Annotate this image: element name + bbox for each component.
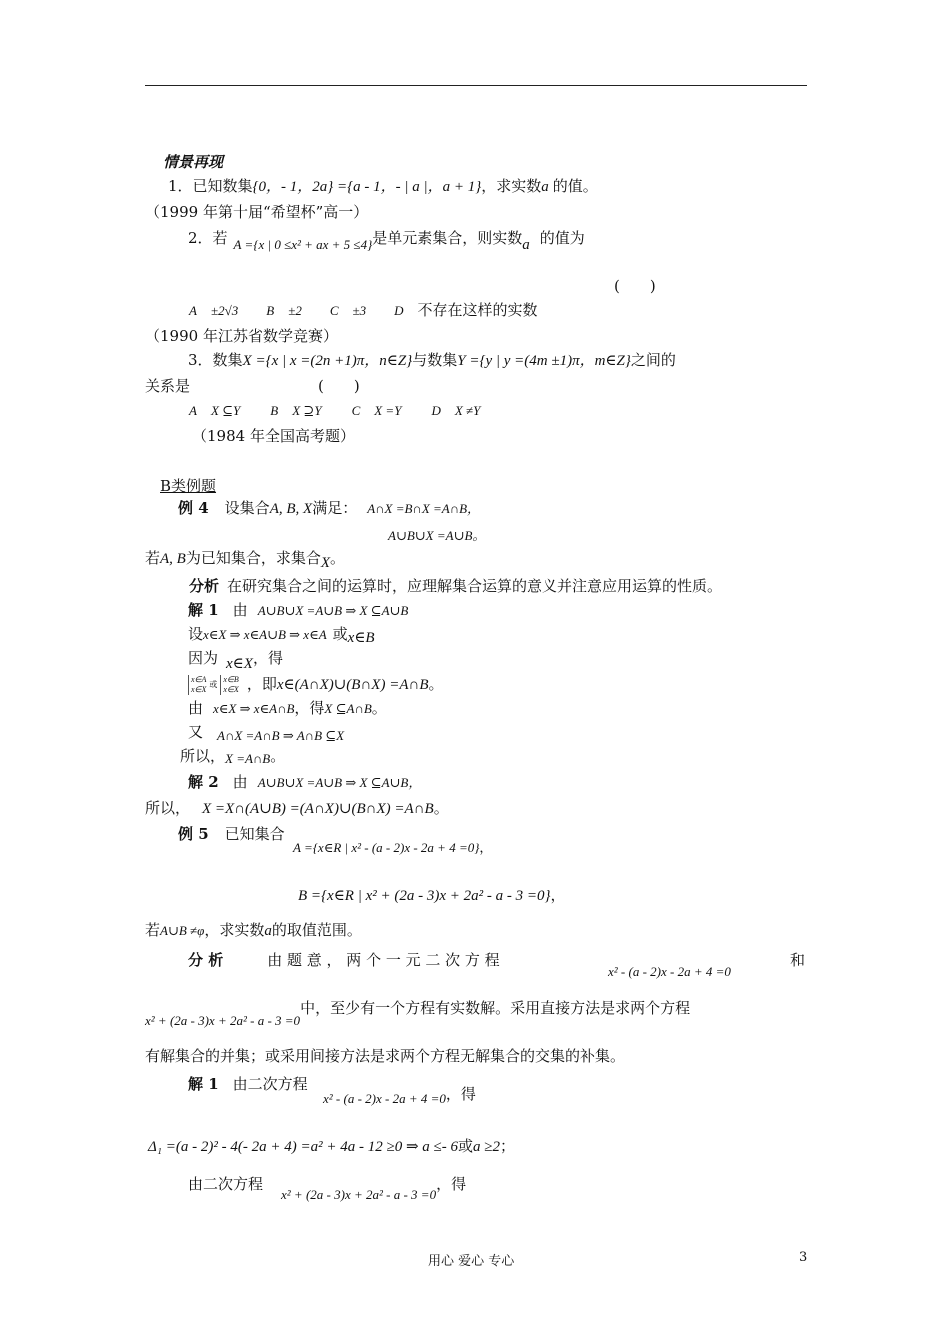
q2-opt-b: ±2 (288, 303, 302, 318)
q3-opt-a: X ⊆Y (210, 403, 241, 418)
q2-text-c: 的值为 (539, 229, 585, 247)
ex5-sol1-label: 解 1 (188, 1075, 219, 1093)
ex5-sol1-l2 (188, 1174, 467, 1202)
ex4-sol1-l3-text: 因为 (188, 649, 219, 667)
ex4-sol2-l2-math: X =X∩(A∪B) =(A∩X)∪(B∩X) =A∩B (202, 801, 434, 817)
ex5-analysis-and: 和 (790, 951, 806, 969)
q1-line (168, 176, 598, 197)
ex4-sol2-you: 由 (232, 773, 248, 791)
ex4-sol2-math: A∪B∪X =A∪B ⇒ X ⊆A∪B， (257, 775, 422, 790)
ex4-text-b: 满足： (312, 499, 358, 517)
ex4-sol1-l2-or: 或 (332, 625, 348, 643)
ex4-sol1-l5-math2: X ⊆A∩B (324, 701, 372, 716)
section-heading-b: B类例题 (160, 477, 217, 495)
ex5-set-b (298, 886, 566, 906)
q3-line (188, 350, 676, 371)
ex4-sol1-l3 (188, 648, 283, 672)
ex5-delta1-or: 或 (458, 1137, 474, 1155)
ex5-analysis-l3: 有解集合的并集；或采用间接方法是求两个方程无解集合的交集的补集。 (145, 1047, 626, 1065)
ex4-sol1-l2-text: 设 (188, 625, 204, 643)
ex4-case1-b: x∈X (191, 685, 207, 694)
q1-var: a (541, 179, 549, 195)
ex4-sol1-l2-end: x∈B (347, 630, 375, 646)
q2-opt-c-label: C (329, 303, 339, 318)
q1-text: 1．已知数集 (168, 177, 253, 195)
q3-text-d: 关系是 (145, 377, 191, 395)
q2-opt-d: 不存在这样的实数 (417, 301, 538, 319)
q2-text: 2．若 (188, 229, 228, 247)
q3-source: （1984 年全国高考题） (192, 427, 355, 445)
ex4-q-text-b: 为已知集合，求集合 (185, 549, 321, 567)
ex5-sol1-l1 (188, 1074, 308, 1094)
ex4-sol1-l7-math: X =A∩B (225, 751, 271, 766)
q3-options (189, 400, 480, 421)
ex5-analysis-l2 (145, 998, 691, 1028)
ex4-sol1-l2 (188, 624, 375, 645)
q2-var: a (522, 237, 530, 253)
ex4-q-end: 。 (330, 549, 346, 567)
ex5-set-a-math: A ={x∈R | x² - (a - 2)x - 2a + 4 =0} (293, 840, 480, 855)
ex4-sol1-math: A∪B∪X =A∪B ⇒ X ⊆A∪B (257, 603, 409, 618)
q3-math-y: Y ={y | y =(4m ±1)π，m∈Z} (457, 353, 631, 369)
ex4-sol1-l6-text: 又 (188, 723, 204, 741)
q2-source: （1990 年江苏省数学竞赛） (145, 327, 338, 345)
ex5-analysis-label: 分 析 (188, 951, 224, 969)
footer-motto: 用心 爱心 专心 (428, 1254, 515, 1269)
ex4-analysis-text: 在研究集合之间的运算时，应理解集合运算的意义并注意应用运算的性质。 (227, 577, 723, 595)
q3-opt-c: X =Y (374, 403, 402, 418)
ex5-set-b-end: ， (550, 888, 566, 904)
ex5-set-a-end: ， (479, 840, 493, 855)
q2-math: A ={x | 0 ≤x² + ax + 5 ≤4} (233, 237, 373, 252)
q2-opt-b-label: B (266, 303, 275, 318)
ex4-sol1-l5-end: 。 (371, 699, 387, 717)
q2-opt-a: ±2√3 (210, 303, 239, 318)
ex4-sol2-label: 解 2 (188, 773, 219, 791)
q3-text-c: 之间的 (630, 351, 676, 369)
ex5-q-text: 若 (145, 921, 161, 939)
ex4-sol1-l4-math: x∈(A∩X)∪(B∩X) =A∩B (276, 677, 429, 693)
ex5-sol1-text-d: ，得 (436, 1175, 467, 1193)
ex4-cond2: A∪B∪X =A∪B。 (388, 528, 486, 543)
ex4-sol1-l6 (188, 722, 344, 743)
ex4-sol1-case1 (188, 675, 206, 695)
q2-opt-d-label: D (394, 303, 404, 318)
q2-opt-a-label: A (189, 303, 197, 318)
ex4-sol1-l4-end: 。 (428, 675, 444, 693)
q2-line (188, 228, 585, 253)
q3-opt-d: X ≠Y (454, 403, 481, 418)
ex4-sol1-l7-end: 。 (270, 747, 286, 765)
q2-options (189, 300, 538, 321)
ex4-line (178, 498, 480, 519)
ex4-q-var: X (320, 555, 331, 571)
q1-source: （1999 年第十届“希望杯”高一） (145, 203, 369, 221)
ex4-sol2-l2-text: 所以， (145, 799, 191, 817)
ex5-set-b-math: B ={x∈R | x² + (2a - 3)x + 2a² - a - 3 =0} (298, 888, 551, 904)
ex5-eq1: x² - (a - 2)x - 2a + 4 =0 (608, 964, 731, 979)
ex4-sol1-you: 由 (232, 601, 248, 619)
q3-math-x: X ={x | x =(2n +1)π，n∈Z} (242, 353, 413, 369)
ex4-sol1-l2-math: x∈X ⇒ x∈A∪B ⇒ x∈A (203, 627, 327, 642)
ex4-sol1-l6-math: A∩X =A∩B ⇒ A∩B ⊆X (217, 728, 345, 743)
q2-opt-c: ±3 (352, 303, 367, 318)
ex5-delta1-math: Δ₁ =(a - 2)² - 4(- 2a + 4) =a² + 4a - 12 ≥0 ⇒ a ≤- 6 (148, 1139, 458, 1155)
q3-opt-d-label: D (431, 403, 441, 418)
ex5-text: 已知集合 (224, 825, 285, 843)
ex5-delta1-punct: ； (500, 1137, 516, 1155)
ex4-q-text: 若 (145, 549, 161, 567)
ex5-q-var: a (264, 923, 272, 939)
ex4-sol1-label: 解 1 (188, 601, 219, 619)
ex4-analysis-label: 分析 (189, 577, 220, 595)
ex4-text: 设集合 (224, 499, 270, 517)
ex4-sol2-l2-end: 。 (433, 799, 449, 817)
q3-opt-a-label: A (189, 403, 197, 418)
ex4-sol1-l5-text-b: ，得 (294, 699, 325, 717)
ex5-q-text-b: ，求实数 (204, 921, 265, 939)
ex4-sol1-l5 (188, 698, 387, 719)
q1-text-c: 的值。 (552, 177, 598, 195)
ex4-sol1-case-or: 或 (209, 680, 218, 689)
ex5-delta1 (148, 1136, 515, 1157)
q1-text-b: ，求实数 (481, 177, 542, 195)
ex5-sol1-text: 由二次方程 (232, 1075, 308, 1093)
q3-opt-b: X ⊇Y (292, 403, 322, 418)
ex4-case2-a: x∈B (223, 675, 239, 684)
q2-paren: ( ) (614, 277, 656, 295)
header-rule (145, 85, 807, 86)
ex4-sol2-l2 (145, 798, 449, 819)
q3-opt-b-label: B (270, 403, 279, 418)
ex4-sol1-l4-text: ，即 (246, 675, 277, 693)
ex4-sol1-l4 (188, 674, 444, 695)
ex4-cond1: A∩X =B∩X =A∩B， (367, 501, 481, 516)
ex5-analysis-text-b: 中，至少有一个方程有实数解。采用直接方法是求两个方程 (300, 999, 691, 1017)
q3-line-2 (145, 376, 360, 396)
ex4-sol2-l1 (188, 772, 421, 793)
q3-text: 3．数集 (188, 351, 243, 369)
ex5-sol1-eq: x² - (a - 2)x - 2a + 4 =0 (323, 1091, 446, 1106)
ex4-case2-b: x∈X (223, 685, 239, 694)
ex5-label: 例 5 (178, 825, 209, 843)
ex4-sol1-l5-math1: x∈X ⇒ x∈A∩B (213, 701, 295, 716)
ex4-label: 例 4 (178, 499, 209, 517)
ex4-q-sets: A, B (160, 551, 186, 567)
ex5-sol1-text-c: 由二次方程 (188, 1175, 264, 1193)
ex5-analysis-text: 由 题 意 ， 两 个 一 元 二 次 方 程 (267, 951, 500, 969)
ex4-sol1-l7-text: 所以， (180, 747, 226, 765)
q3-text-b: 与数集 (412, 351, 458, 369)
q3-opt-c-label: C (351, 403, 361, 418)
q1-math: {0，- 1，2a} ={a - 1，- | a |，a + 1} (252, 179, 482, 195)
ex5-question (145, 920, 362, 941)
q2-text-b: 是单元素集合，则实数 (372, 229, 523, 247)
ex5-q-text-c: 的取值范围。 (271, 921, 362, 939)
ex5-q-math: A∪B ≠φ (160, 923, 205, 938)
ex5-sol1-text-b: ，得 (445, 1085, 476, 1103)
section-heading-scenario: 情景再现 (163, 153, 224, 171)
ex4-sol1-l7 (180, 746, 285, 767)
ex5-analysis-l1 (188, 950, 500, 970)
ex4-analysis (189, 576, 722, 596)
ex4-sol1-l5-text: 由 (188, 699, 204, 717)
ex4-sol1-l3-text-b: ，得 (252, 649, 283, 667)
q3-paren: ( ) (318, 377, 360, 395)
ex4-sol1-l3-math: x∈X (226, 656, 253, 672)
ex4-case1-a: x∈A (191, 675, 207, 684)
ex5-sol1-eq-line (323, 1084, 476, 1105)
ex5-delta1-end: a ≥2 (473, 1139, 500, 1155)
ex4-sol1-l1 (188, 600, 408, 621)
ex5-set-a (293, 838, 492, 858)
ex5-line (178, 824, 285, 844)
ex4-question (145, 548, 345, 569)
ex4-sets: A, B, X (269, 501, 313, 517)
page-number: 3 (799, 1250, 808, 1265)
ex5-eq2: x² + (2a - 3)x + 2a² - a - 3 =0 (145, 1013, 301, 1028)
ex4-sol1-case2 (220, 675, 238, 695)
ex5-sol1-eq2: x² + (2a - 3)x + 2a² - a - 3 =0 (281, 1187, 437, 1202)
